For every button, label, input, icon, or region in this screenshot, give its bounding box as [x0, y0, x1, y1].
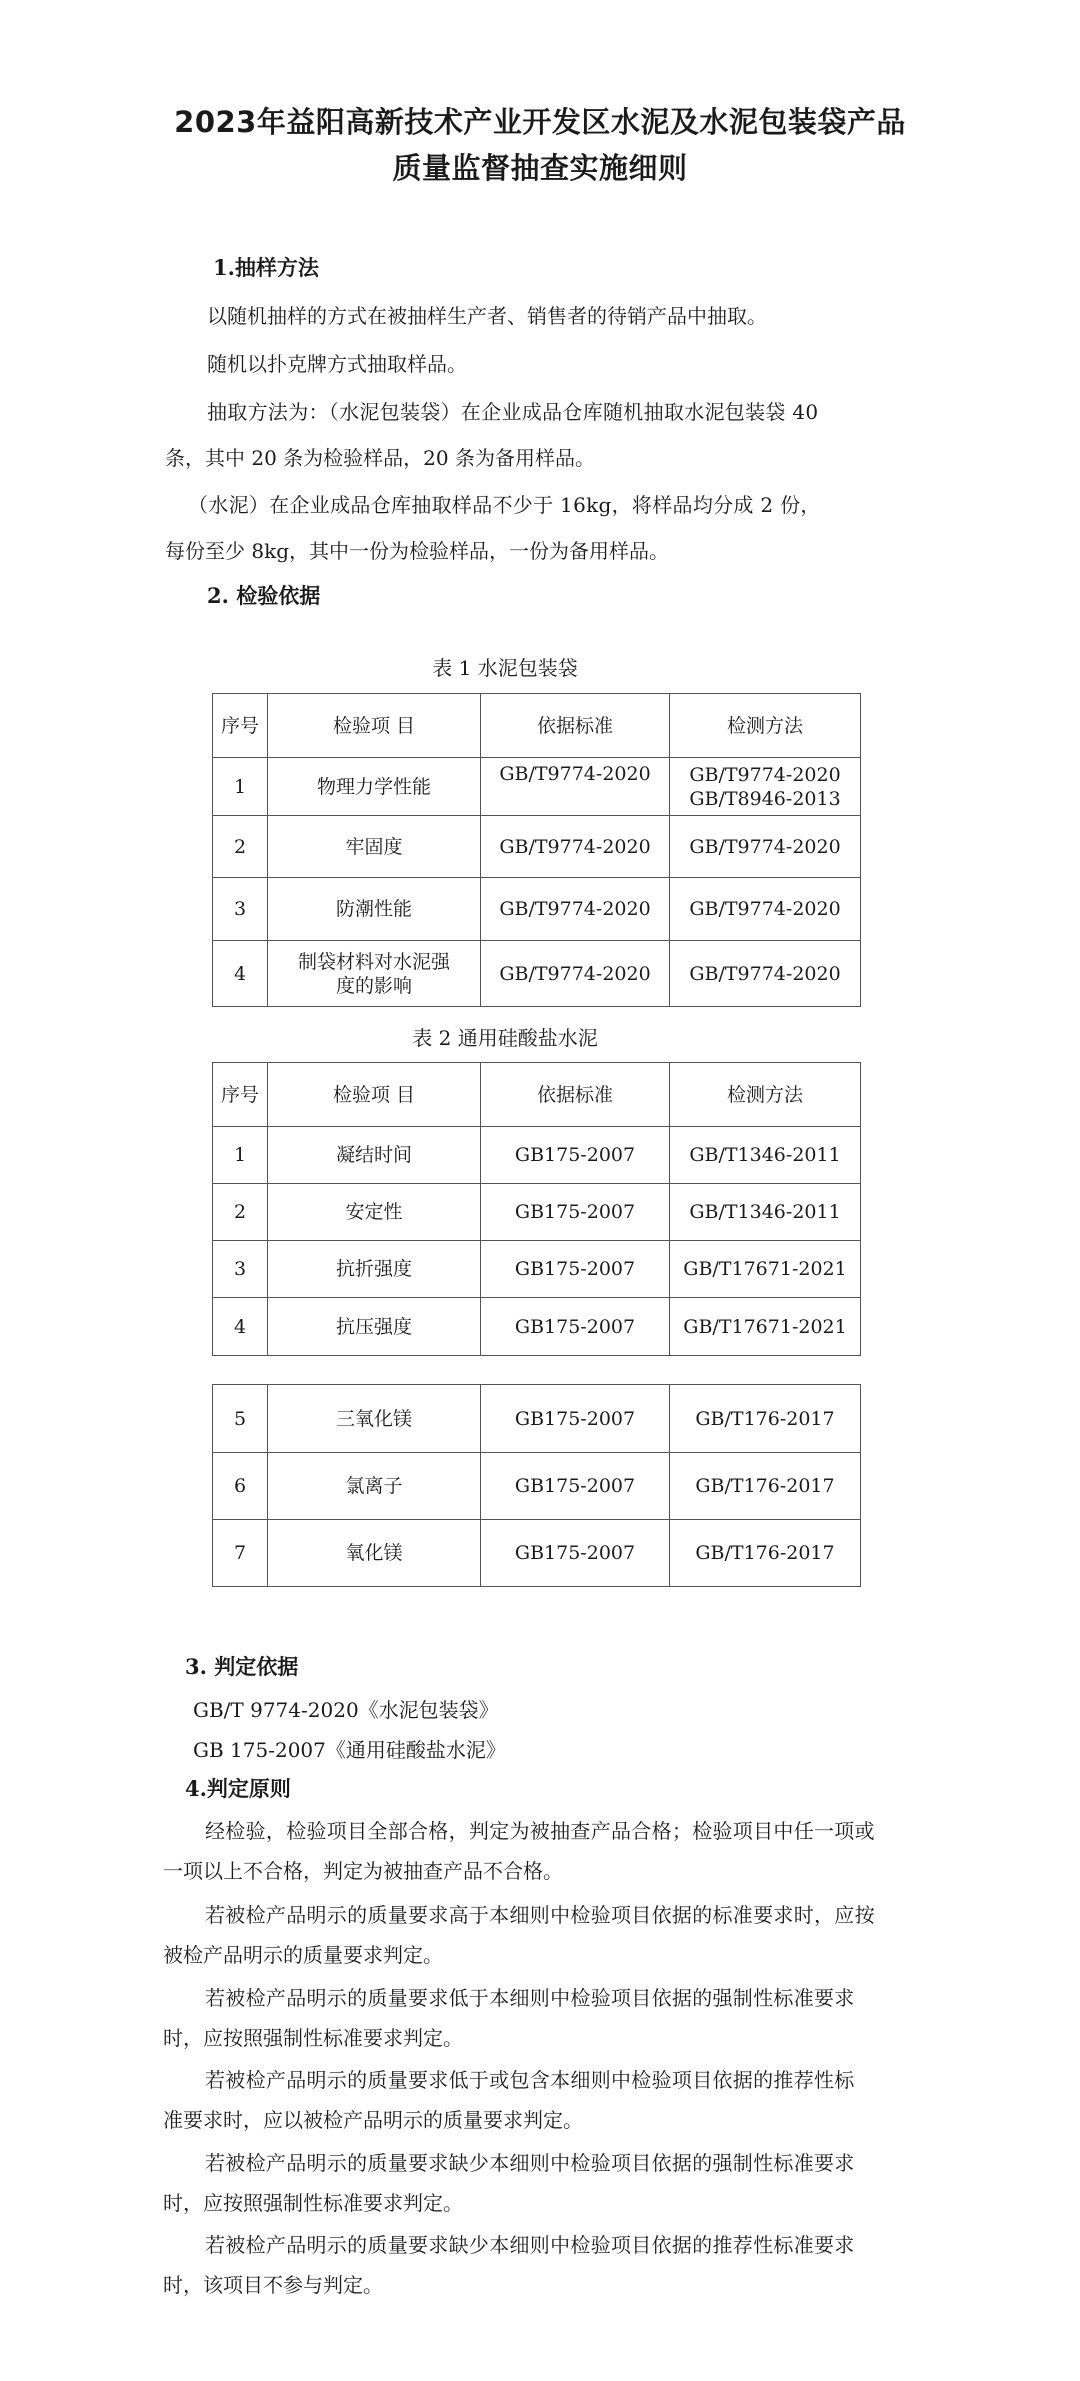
table-row	[213, 1241, 861, 1298]
row-item: 抗折强度	[268, 1241, 481, 1298]
row-item: 三氧化镁	[268, 1385, 481, 1453]
section1-para4-line1: （水泥）在企业成品仓库抽取样品不少于 16kg，将样品均分成 2 份，	[188, 493, 821, 517]
row-standard: GB175-2007	[481, 1298, 670, 1356]
row-no: 7	[213, 1520, 268, 1587]
section1-para3-line1: 抽取方法为：（水泥包装袋）在企业成品仓库随机抽取水泥包装袋 40	[207, 400, 819, 424]
row-item-line1: 制袋材料对水泥强	[297, 950, 450, 973]
row-item: 物理力学性能	[268, 758, 481, 816]
row-no: 2	[213, 816, 268, 878]
row-item: 牢固度	[268, 816, 481, 878]
section1-para4-line2: 每份至少 8kg，其中一份为检验样品，一份为备用样品。	[165, 539, 670, 563]
section4-p6-line1: 若被检产品明示的质量要求缺少本细则中检验项目依据的推荐性标准要求	[205, 2233, 855, 2257]
section3-heading: 3. 判定依据	[185, 1654, 299, 1679]
row-standard: GB175-2007	[481, 1127, 670, 1184]
row-no: 6	[213, 1453, 268, 1520]
row-item: 抗压强度	[268, 1298, 481, 1356]
section4-p5-line1: 若被检产品明示的质量要求缺少本细则中检验项目依据的强制性标准要求	[205, 2151, 855, 2175]
section2-heading: 2. 检验依据	[207, 583, 321, 608]
row-standard: GB175-2007	[481, 1453, 670, 1520]
section1-para2: 随机以扑克牌方式抽取样品。	[207, 352, 467, 376]
row-item: 凝结时间	[268, 1127, 481, 1184]
row-no: 3	[213, 878, 268, 941]
row-standard: GB175-2007	[481, 1385, 670, 1453]
section3-standard-2: GB 175-2007《通用硅酸盐水泥》	[193, 1738, 506, 1762]
section4-p1-line2: 一项以上不合格，判定为被抽查产品不合格。	[163, 1859, 563, 1883]
row-method-line1: GB/T9774-2020	[689, 763, 841, 786]
row-method: GB/T9774-2020	[670, 878, 861, 941]
table2-header-no: 序号	[213, 1063, 268, 1127]
table-row	[213, 1520, 861, 1587]
row-standard: GB175-2007	[481, 1520, 670, 1587]
row-no: 1	[213, 1127, 268, 1184]
row-method	[670, 758, 861, 816]
row-standard: GB/T9774-2020	[481, 758, 670, 816]
section4-p2-line1: 若被检产品明示的质量要求高于本细则中检验项目依据的标准要求时，应按	[205, 1903, 875, 1927]
table1-packaging-bags	[212, 693, 861, 1007]
table1-header-standard: 依据标准	[481, 694, 670, 758]
section4-p4-line1: 若被检产品明示的质量要求低于或包含本细则中检验项目依据的推荐性标	[205, 2068, 855, 2092]
section4-p5-line2: 时，应按照强制性标准要求判定。	[163, 2191, 463, 2215]
section1-para3-line2: 条，其中 20 条为检验样品，20 条为备用样品。	[165, 446, 595, 470]
row-standard: GB175-2007	[481, 1241, 670, 1298]
row-item: 氯离子	[268, 1453, 481, 1520]
table-row	[213, 1298, 861, 1356]
section3-standard-1: GB/T 9774-2020《水泥包装袋》	[193, 1698, 499, 1722]
table2-continuation	[212, 1384, 861, 1587]
table2-header-method: 检测方法	[670, 1063, 861, 1127]
table-row	[213, 816, 861, 878]
row-method: GB/T9774-2020	[670, 816, 861, 878]
row-method: GB/T1346-2011	[670, 1127, 861, 1184]
row-method: GB/T9774-2020	[670, 941, 861, 1007]
row-item: 氧化镁	[268, 1520, 481, 1587]
row-item	[268, 941, 481, 1007]
section4-p4-line2: 准要求时，应以被检产品明示的质量要求判定。	[163, 2108, 583, 2132]
section4-p6-line2: 时，该项目不参与判定。	[163, 2273, 383, 2297]
table-row	[213, 1184, 861, 1241]
row-method: GB/T176-2017	[670, 1520, 861, 1587]
section4-p1-line1: 经检验，检验项目全部合格，判定为被抽查产品合格；检验项目中任一项或	[205, 1819, 875, 1843]
table-row	[213, 758, 861, 816]
table-row	[213, 1127, 861, 1184]
row-standard: GB/T9774-2020	[481, 878, 670, 941]
row-standard: GB/T9774-2020	[481, 816, 670, 878]
table2-caption: 表 2 通用硅酸盐水泥	[412, 1026, 598, 1050]
table2-header-standard: 依据标准	[481, 1063, 670, 1127]
row-no: 3	[213, 1241, 268, 1298]
row-item: 防潮性能	[268, 878, 481, 941]
table-row	[213, 1453, 861, 1520]
row-method: GB/T176-2017	[670, 1453, 861, 1520]
table1-header-row	[213, 694, 861, 758]
row-method-line2: GB/T8946-2013	[689, 787, 841, 810]
row-method: GB/T17671-2021	[670, 1298, 861, 1356]
table-row	[213, 941, 861, 1007]
row-no: 4	[213, 941, 268, 1007]
section4-p3-line2: 时，应按照强制性标准要求判定。	[163, 2026, 463, 2050]
table2-portland-cement	[212, 1062, 861, 1356]
row-standard: GB175-2007	[481, 1184, 670, 1241]
table1-header-no: 序号	[213, 694, 268, 758]
table2-header-item: 检验项 目	[268, 1063, 481, 1127]
row-item-line2: 度的影响	[335, 974, 412, 997]
row-standard: GB/T9774-2020	[481, 941, 670, 1007]
document-title-line2: 质量监督抽查实施细则	[392, 151, 688, 185]
table2-header-row	[213, 1063, 861, 1127]
row-no: 4	[213, 1298, 268, 1356]
table1-caption: 表 1 水泥包装袋	[432, 656, 578, 680]
document-title-line1: 2023年益阳高新技术产业开发区水泥及水泥包装袋产品	[174, 105, 906, 139]
table-row	[213, 878, 861, 941]
table1-header-method: 检测方法	[670, 694, 861, 758]
row-method: GB/T17671-2021	[670, 1241, 861, 1298]
section4-p2-line2: 被检产品明示的质量要求判定。	[163, 1943, 443, 1967]
row-item: 安定性	[268, 1184, 481, 1241]
row-method: GB/T176-2017	[670, 1385, 861, 1453]
row-no: 1	[213, 758, 268, 816]
row-method: GB/T1346-2011	[670, 1184, 861, 1241]
section1-para1: 以随机抽样的方式在被抽样生产者、销售者的待销产品中抽取。	[207, 304, 767, 328]
table1-header-item: 检验项 目	[268, 694, 481, 758]
section4-heading: 4.判定原则	[185, 1776, 291, 1801]
table-row	[213, 1385, 861, 1453]
section4-p3-line1: 若被检产品明示的质量要求低于本细则中检验项目依据的强制性标准要求	[205, 1986, 855, 2010]
row-no: 2	[213, 1184, 268, 1241]
section1-heading: 1.抽样方法	[213, 255, 319, 280]
row-no: 5	[213, 1385, 268, 1453]
